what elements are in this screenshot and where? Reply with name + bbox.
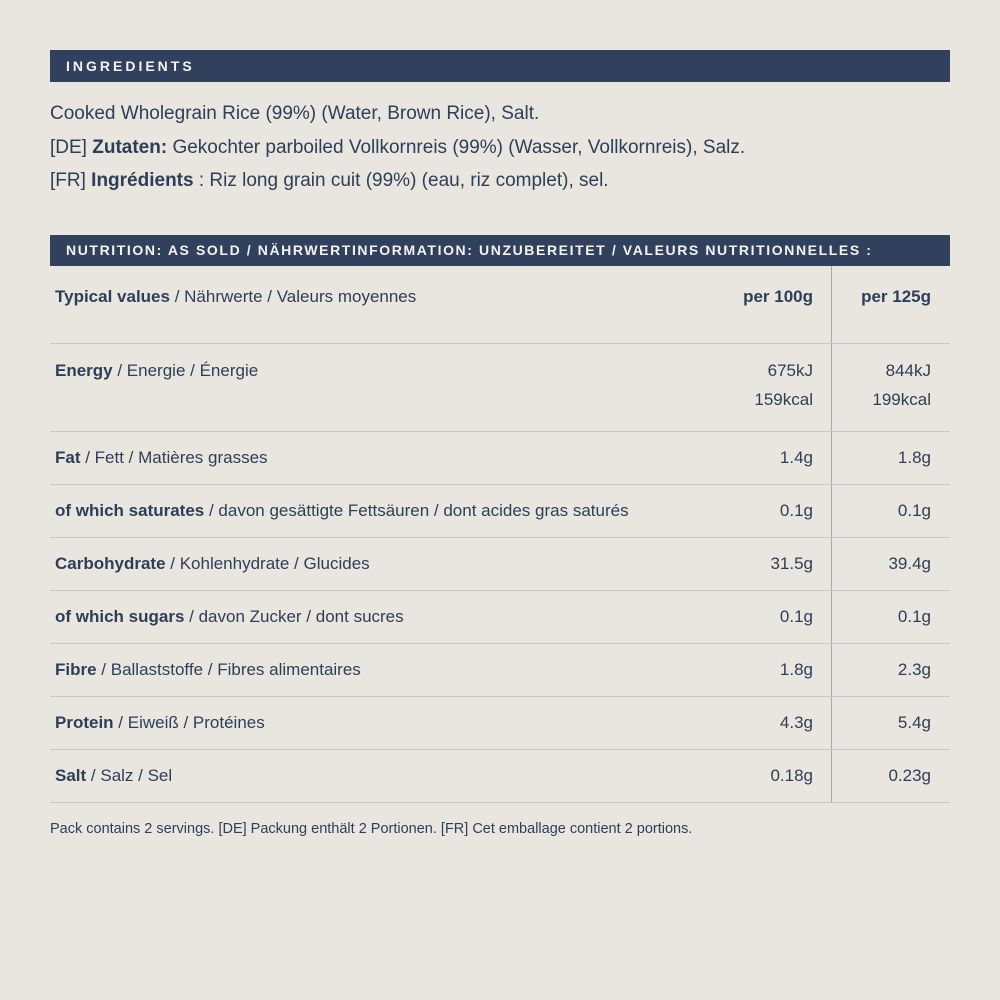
table-header-row — [50, 266, 950, 344]
nutrient-label: Salt / Salz / Sel — [55, 765, 173, 785]
ingredients-line-de: [DE] Zutaten: Gekochter parboiled Vollkornreis (99%) (Wasser, Vollkornreis), Salz. — [50, 136, 746, 158]
nutrient-label: Fibre / Ballaststoffe / Fibres alimentaires — [55, 659, 361, 679]
value-per-125g: 5.4g — [831, 697, 950, 749]
value-per-100g: 1.8g — [779, 659, 813, 679]
value-per-125g: 0.1g — [831, 485, 950, 537]
value-per-125g: 0.23g — [831, 750, 950, 802]
nutrient-label: Carbohydrate / Kohlenhydrate / Glucides — [55, 553, 370, 573]
value-per-125g: 2.3g — [831, 644, 950, 696]
value-per-100g: 675kJ 159kcal — [754, 360, 813, 409]
value-per-100g: 0.18g — [770, 765, 813, 785]
column-header-per-100g: per 100g — [743, 286, 813, 306]
value-per-125g: 0.1g — [831, 591, 950, 643]
table-row-sugars — [50, 591, 950, 644]
table-row-energy — [50, 344, 950, 432]
table-row-protein — [50, 697, 950, 750]
nutrient-label: of which saturates / davon gesättigte Fettsäuren / dont acides gras saturés — [55, 500, 629, 520]
ingredients-line-en: Cooked Wholegrain Rice (99%) (Water, Brown Rice), Salt. — [50, 103, 540, 124]
ingredients-text-block — [50, 97, 950, 198]
table-row-fibre — [50, 644, 950, 697]
table-row-carbohydrate — [50, 538, 950, 591]
value-per-100g: 0.1g — [779, 606, 813, 626]
column-header-typical-values: Typical values / Nährwerte / Valeurs moyennes — [55, 286, 417, 306]
ingredients-line-fr: [FR] Ingrédients : Riz long grain cuit (99%) (eau, riz complet), sel. — [50, 170, 609, 191]
value-per-100g: 31.5g — [770, 553, 813, 573]
value-per-100g: 1.4g — [779, 447, 813, 467]
nutrition-table — [50, 266, 950, 803]
table-row-fat — [50, 432, 950, 485]
nutrient-label: Protein / Eiweiß / Protéines — [55, 712, 265, 732]
servings-note: Pack contains 2 servings. [DE] Packung enthält 2 Portionen. [FR] Cet emballage contient 2 portions. — [50, 820, 693, 837]
table-row-salt — [50, 750, 950, 803]
value-per-125g: 39.4g — [831, 538, 950, 590]
value-per-125g: 844kJ 199kcal — [831, 344, 950, 431]
nutrition-header-bar — [50, 235, 950, 266]
ingredients-header-bar — [50, 50, 950, 82]
nutrient-label: Fat / Fett / Matières grasses — [55, 447, 268, 467]
value-per-100g: 4.3g — [779, 712, 813, 732]
nutrition-header-title: NUTRITION: AS SOLD / NÄHRWERTINFORMATION: UNZUBEREITET / VALEURS NUTRITIONNELLES : — [66, 242, 873, 258]
nutrient-label: of which sugars / davon Zucker / dont sucres — [55, 606, 404, 626]
column-header-per-125g: per 125g — [831, 266, 950, 343]
value-per-100g: 0.1g — [779, 500, 813, 520]
table-row-saturates — [50, 485, 950, 538]
nutrient-label: Energy / Energie / Énergie — [55, 360, 259, 380]
ingredients-header-title: INGREDIENTS — [66, 58, 195, 74]
value-per-125g: 1.8g — [831, 432, 950, 484]
